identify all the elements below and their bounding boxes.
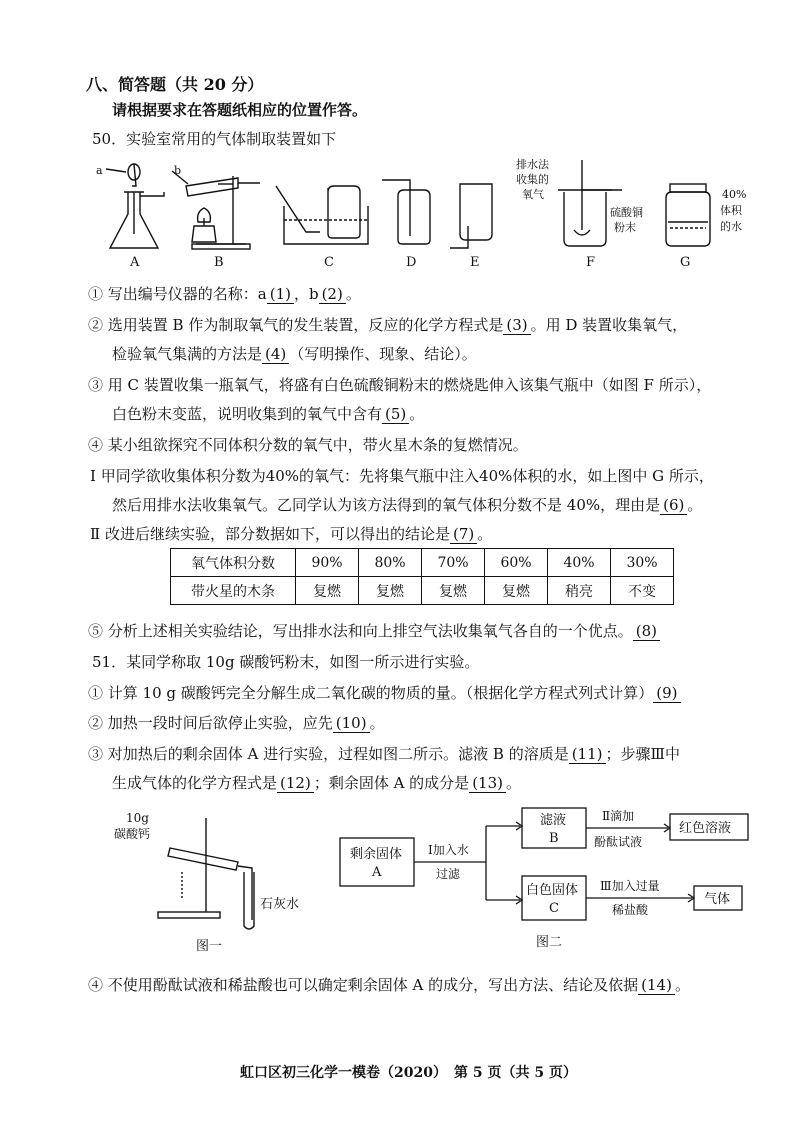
table-header-cell: 氧气体积分数: [171, 549, 296, 577]
box-a-line1: 剩余固体: [350, 847, 403, 862]
fig1-sample-1: 10g: [126, 811, 149, 825]
apparatus-label-e: E: [470, 255, 480, 270]
blank-12[interactable]: (12): [277, 774, 314, 793]
q51-item3-post: ；步骤Ⅲ中: [605, 745, 680, 763]
apparatus-label-c: C: [324, 255, 334, 270]
box-red-text: 红色溶液: [679, 821, 732, 836]
apparatus-d: [382, 180, 430, 244]
table-cell: 复燃: [359, 577, 422, 605]
q50-item2-post: 。用 D 装置收集氧气，: [530, 316, 688, 334]
table-cell: 复燃: [422, 577, 485, 605]
q50-item3-l2-text: 白色粉末变蓝，说明收集到的氧气中含有: [112, 405, 383, 423]
table-row: [171, 577, 674, 605]
q51-item3-l2-mid: ；剩余固体 A 的成分是: [313, 774, 470, 792]
apparatus-a: [106, 164, 164, 248]
box-a-line2: A: [372, 865, 382, 880]
arrow-to-b: [486, 822, 522, 830]
q50-stem: 50．实验室常用的气体制取装置如下: [92, 130, 337, 148]
f-note-right-1: 硫酸铜: [610, 206, 643, 219]
apparatus-label-b: B: [214, 255, 224, 270]
table-cell: 稍亮: [548, 577, 611, 605]
q51-item4-text: ④ 不使用酚酞试液和稀盐酸也可以确定剩余固体 A 的成分，写出方法、结论及依据: [88, 976, 639, 994]
q50-item2-line2: [112, 343, 477, 364]
q50-itemI-line1: Ⅰ 甲同学欲收集体积分数为40%的氧气：先将集气瓶中注入40%体积的水，如上图中 G 所示，: [90, 467, 714, 485]
figure-1: [110, 808, 310, 958]
box-b-line1: 滤液: [540, 813, 567, 828]
q50-item4: ④ 某小组欲探究不同体积分数的氧气中，带火星木条的复燃情况。: [88, 436, 528, 454]
q50-item1-mid: ，b: [293, 285, 319, 303]
label-b: b: [174, 164, 182, 177]
step1-line2: 过滤: [436, 867, 461, 881]
f-note-right-2: 粉末: [614, 221, 636, 234]
apparatus-label-a: A: [130, 255, 140, 270]
f-note-left-3: 氧气: [522, 188, 544, 201]
apparatus-g: [666, 184, 710, 246]
q51-item3-l2-post: 。: [505, 774, 521, 792]
q50-item1-post: 。: [345, 285, 361, 303]
fig1-sample-2: 碳酸钙: [114, 827, 151, 841]
box-gas-text: 气体: [704, 892, 731, 907]
table-header-cell: 带火星的木条: [171, 577, 296, 605]
q50-item5: [88, 620, 660, 641]
blank-10[interactable]: (10): [333, 714, 370, 733]
delivery-tube: [238, 866, 252, 920]
step3-line2: 稀盐酸: [612, 903, 649, 917]
q50-itemI-l2-text: 然后用排水法收集氧气。乙同学认为该方法得到的氧气体积分数不是 40%，理由是: [112, 496, 661, 514]
table-cell: 不变: [611, 577, 674, 605]
q50-itemI-l2-post: 。: [687, 496, 703, 514]
blank-5[interactable]: (5): [382, 405, 409, 424]
step2-line1: Ⅱ滴加: [602, 809, 635, 823]
apparatus-label-g: G: [680, 255, 691, 270]
table-cell: 80%: [359, 549, 422, 577]
blank-4[interactable]: (4): [262, 345, 289, 364]
q51-item2-text: ② 加热一段时间后欲停止实验，应先: [88, 714, 333, 732]
oxygen-data-table: [170, 548, 674, 605]
table-cell: 60%: [485, 549, 548, 577]
table-row: [171, 549, 674, 577]
q51-item3-l2-text: 生成气体的化学方程式是: [112, 774, 278, 792]
q51-item3-line2: [112, 772, 521, 793]
blank-2[interactable]: (2): [319, 285, 346, 304]
q50-item3-line1: ③ 用 C 装置收集一瓶氧气，将盛有白色硫酸铜粉末的燃烧匙伸入该集气瓶中（如图 F 所示），: [88, 376, 712, 394]
blank-13[interactable]: (13): [469, 774, 506, 793]
q50-itemII: [90, 523, 492, 544]
apparatus-c: [276, 186, 368, 244]
apparatus-f: [558, 160, 622, 246]
blank-6[interactable]: (6): [660, 496, 687, 515]
fig2-caption: 图二: [536, 935, 563, 950]
table-cell: 复燃: [485, 577, 548, 605]
q51-item4-post: 。: [674, 976, 690, 994]
section-title: 八、简答题（共 20 分）: [86, 75, 264, 94]
table-cell: 70%: [422, 549, 485, 577]
q50-item3-line2: [112, 403, 424, 424]
q51-item1: [88, 682, 681, 703]
q51-item3-text: ③ 对加热后的剩余固体 A 进行实验，过程如图二所示。滤液 B 的溶质是: [88, 745, 569, 763]
blank-3[interactable]: (3): [503, 316, 530, 335]
q50-itemII-text: Ⅱ 改进后继续实验，部分数据如下，可以得出的结论是: [90, 525, 450, 543]
blank-7[interactable]: (7): [450, 525, 477, 544]
q50-item1-text: ① 写出编号仪器的名称：a: [88, 285, 267, 303]
box-c-line2: C: [549, 901, 559, 916]
q51-item2: [88, 712, 385, 733]
q50-item1: [88, 283, 361, 304]
g-note-1: 40%: [722, 188, 747, 201]
test-tube: [168, 848, 238, 870]
figure-2: [336, 806, 756, 954]
q50-item2-l2-text: 检验氧气集满的方法是: [112, 345, 263, 363]
apparatus-label-d: D: [406, 255, 417, 270]
q50-item5-text: ⑤ 分析上述相关实验结论，写出排水法和向上排空气法收集氧气各自的一个优点。: [88, 622, 633, 640]
apparatus-label-f: F: [586, 255, 596, 270]
table-cell: 30%: [611, 549, 674, 577]
blank-14[interactable]: (14): [638, 976, 675, 995]
apparatus-figure: [88, 156, 768, 276]
blank-11[interactable]: (11): [569, 745, 606, 764]
stand-base: [158, 912, 220, 918]
blank-8[interactable]: (8): [633, 622, 660, 641]
q51-stem: 51．某同学称取 10g 碳酸钙粉末，如图一所示进行实验。: [92, 653, 480, 671]
g-note-3: 的水: [720, 220, 742, 233]
q50-item3-l2-post: 。: [409, 405, 425, 423]
q50-item2-text: ② 选用装置 B 作为制取氧气的发生装置，反应的化学方程式是: [88, 316, 504, 334]
step1-line1: Ⅰ加入水: [428, 843, 469, 857]
q51-item3-line1: [88, 743, 680, 764]
box-b-line2: B: [549, 831, 559, 846]
g-note-2: 体积: [720, 204, 742, 217]
q51-item4: [88, 974, 690, 995]
f-note-left-2: 收集的: [516, 173, 549, 186]
step3-line1: Ⅲ加入过量: [600, 879, 660, 893]
q51-item1-text: ① 计算 10 g 碳酸钙完全分解生成二氧化碳的物质的量。（根据化学方程式列式计算）: [88, 684, 654, 702]
apparatus-b: [172, 171, 260, 249]
table-cell: 复燃: [296, 577, 359, 605]
arrow-3: [586, 894, 694, 902]
f-note-left-1: 排水法: [516, 158, 549, 171]
q51-item2-post: 。: [369, 714, 385, 732]
page-footer: 虹口区初三化学一模卷（2020） 第 5 页（共 5 页）: [240, 1065, 577, 1081]
fig1-limewater: 石灰水: [260, 897, 300, 912]
q50-itemII-post: 。: [477, 525, 493, 543]
fig1-caption: 图一: [196, 939, 223, 954]
table-cell: 40%: [548, 549, 611, 577]
q50-itemI-line2: [112, 494, 702, 515]
section-instruction: 请根据要求在答题纸相应的位置作答。: [112, 101, 368, 119]
blank-1[interactable]: (1): [267, 285, 294, 304]
blank-9[interactable]: (9): [653, 684, 680, 703]
box-c-line1: 白色固体: [526, 883, 579, 898]
step2-line2: 酚酞试液: [594, 835, 643, 849]
arrow-to-c: [486, 896, 522, 904]
arrow-2: [586, 824, 670, 832]
q50-item2-line1: [88, 314, 687, 335]
q50-item2-l2-post: （写明操作、现象、结论）。: [289, 345, 477, 363]
label-a: a: [96, 164, 103, 177]
apparatus-e: [450, 184, 492, 248]
table-cell: 90%: [296, 549, 359, 577]
